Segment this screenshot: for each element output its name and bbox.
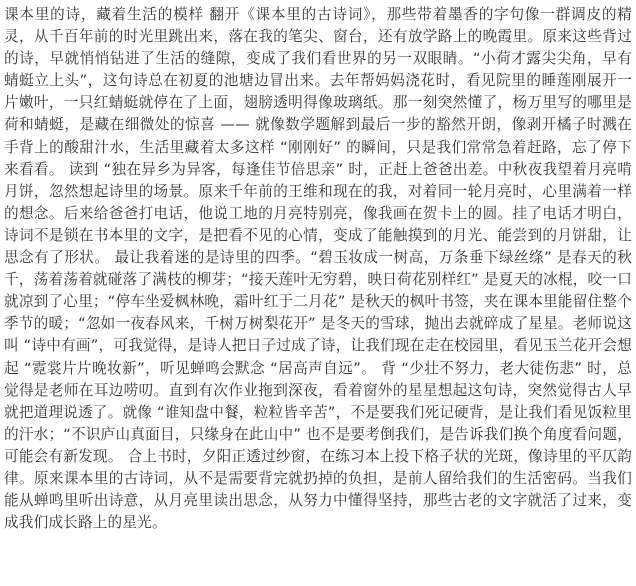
essay-body-text: 课本里的诗，藏着生活的模样 翻开《课本里的古诗词》，那些带着墨香的字句像一群调皮的精灵，从千百年前的时光里跳出来，落在我的笔尖、窗台，还有放学路上的晚霞里。原来这些背过的诗，早就悄悄钻进了生活的缝隙，变成了我们看世界的另一双眼睛。“小荷才露尖尖角，早有蜻蜓立上头”，这句诗总在初夏的池塘边冒出来。去年帮妈妈浇花时，看见院里的睡莲刚展开一片嫩叶，一只红蜻蜓就停在了上面，翅膀透明得像玻璃纸。那一刻突然懂了，杨万里写的哪里是荷和蜻蜓，是藏在细微处的惊喜 —— 就像数学题解到最后一步的豁然开朗，像剥开橘子时溅在手背上的酸甜汁水，生活里藏着太多这样 “刚刚好” 的瞬间，只是我们常常急着赶路，忘了停下来看看。 读到 “独在异乡为异客，每逢佳节倍思亲” 时，正赶上爸爸出差。中秋夜我望着月亮啃月饼，忽然想起诗里的场景。原来千年前的王维和现在的我，对着同一轮月亮时，心里满着一样的想念。后来给爸爸打电话，他说工地的月亮特别亮，像我画在贺卡上的圆。挂了电话才明白，诗词不是锁在书本里的文字，是把看不见的心情，变成了能触摸到的月光、能尝到的月饼甜，让思念有了形状。 最让我着迷的是诗里的四季。“碧玉妆成一树高，万条垂下绿丝绦” 是春天的秋千，荡着荡着就碰落了满枝的柳芽；“接天莲叶无穷碧，映日荷花别样红” 是夏天的冰棍，咬一口就凉到了心里；“停车坐爱枫林晚，霜叶红于二月花” 是秋天的枫叶书签，夹在课本里能留住整个季节的暖；“忽如一夜春风来，千树万树梨花开” 是冬天的雪球，抛出去就碎成了星星。老师说这叫 “诗中有画”，可我觉得，是诗人把日子过成了诗，让我们现在走在校园里，看见玉兰花开会想起 “霓裳片片晚妆新”，听见蝉鸣会默念 “居高声自远”。 背 “少壮不努力，老大徒伤悲” 时，总觉得是老师在耳边唠叨。直到有次作业拖到深夜，看着窗外的星星想起这句诗，突然觉得古人早就把道理说透了。就像 “谁知盘中餐，粒粒皆辛苦”，不是要我们死记硬背，是让我们看见饭粒里的汗水；“不识庐山真面目，只缘身在此山中” 也不是要考倒我们，是告诉我们换个角度看问题，可能会有新发现。 合上书时，夕阳正透过纱窗，在练习本上投下格子状的光斑，像诗里的平仄韵律。原来课本里的古诗词，从不是需要背完就扔掉的负担，是前人留给我们的生活密码。当我们能从蝉鸣里听出诗意，从月亮里读出思念，从努力中懂得坚持，那些古老的文字就活了过来，变成我们成长路上的星光。 (4, 6, 632, 532)
essay-document (4, 4, 632, 582)
